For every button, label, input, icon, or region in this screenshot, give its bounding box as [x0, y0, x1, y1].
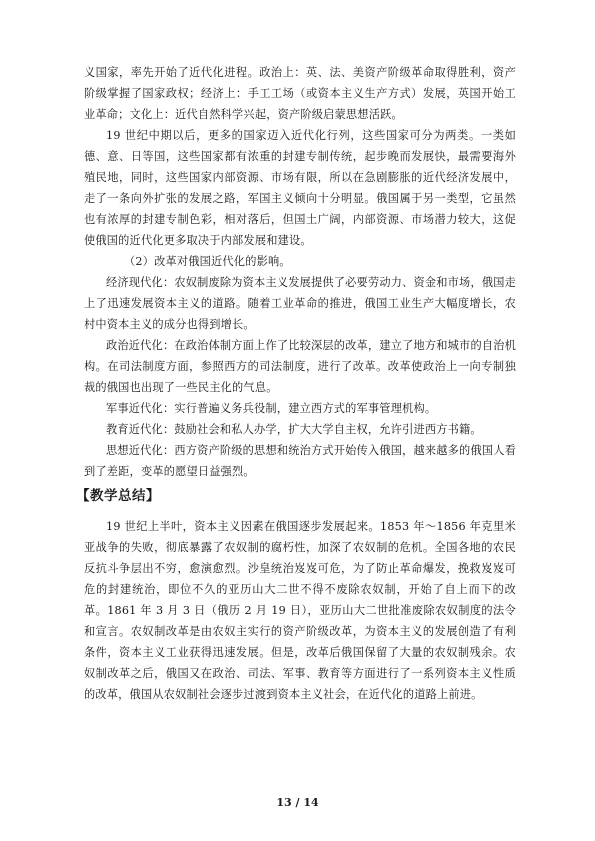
paragraph-education-modernization: 教育近代化：鼓励社会和私人办学，扩大大学自主权，允许引进西方书籍。	[106, 423, 482, 436]
paragraph-continuation: 义国家，率先开始了近代化进程。政治上：英、法、美资产阶级革命取得胜利，资产阶级掌握了国家政权；经济上：手工工场（或资本主义生产方式）发展，英国开始工业革命；文化上：近代自然科学兴起，资产阶级启蒙思想活跃。	[84, 66, 516, 121]
teaching-summary-heading: 【教学总结】	[76, 488, 160, 504]
paragraph-political-modernization: 政治近代化：在政治体制方面上作了比较深层的改革，建立了地方和城市的自治机构。在司法制度方面，参照西方的司法制度，进行了改革。改革使政治上一向专制独裁的俄国也出现了一些民主化的气息。	[84, 339, 516, 394]
page-content	[76, 62, 516, 705]
paragraph-economic-modernization: 经济现代化：农奴制废除为资本主义发展提供了必要劳动力、资金和市场，俄国走上了迅速发展资本主义的道路。随着工业革命的推进，俄国工业生产大幅度增长，农村中资本主义的成分也得到增长。	[84, 276, 516, 331]
paragraph-teaching-summary: 19 世纪上半叶，资本主义因素在俄国逐步发展起来。1853 年～1856 年克里米亚战争的失败，彻底暴露了农奴制的腐朽性，加深了农奴制的危机。全国各地的农民反抗斗争层出不穷，愈演愈烈。沙皇统治岌岌可危，为了防止革命爆发，挽救岌岌可危的封建统治，即位不久的亚历山大二世不得不废除农奴制，开始了自上而下的改革。1861 年 3 月 3 日（俄历 2 月 19 日），亚历山大二世批准废除农奴制度的法令和宣言。农奴制改革是由农奴主实行的资产阶级改革，为资本主义的发展创造了有利条件，资本主义工业获得迅速发展。但是，改革后俄国保留了大量的农奴制残余。农奴制改革之后，俄国又在政治、司法、军事、教育等方面进行了一系列资本主义性质的改革，俄国从农奴制社会逐步过渡到资本主义社会，在近代化的道路上前进。	[84, 520, 516, 701]
page-number: 13 / 14	[276, 796, 319, 809]
paragraph-military-modernization: 军事近代化：实行普遍义务兵役制，建立西方式的军事管理机构。	[106, 402, 437, 415]
paragraph-ideology-modernization: 思想近代化：西方资产阶级的思想和统治方式开始传入俄国，越来越多的俄国人看到了差距，变革的愿望日益强烈。	[84, 444, 516, 478]
paragraph-reform-impact-heading: （2）改革对俄国近代化的影响。	[124, 255, 291, 268]
paragraph-modernization-types: 19 世纪中期以后，更多的国家迈入近代化行列，这些国家可分为两类。一类如德、意、日等国，这些国家都有浓重的封建专制传统，起步晚而发展快，最需要海外殖民地，同时，这些国家内部资源、市场有限，所以在急剧膨胀的近代经济发展中，走了一条向外扩张的发展之路，军国主义倾向十分明显。俄国属于另一类型，它虽然也有浓厚的封建专制色彩，相对落后，但国土广阔，内部资源、市场潜力较大，这促使俄国的近代化更多取决于内部发展和建设。	[84, 129, 516, 247]
